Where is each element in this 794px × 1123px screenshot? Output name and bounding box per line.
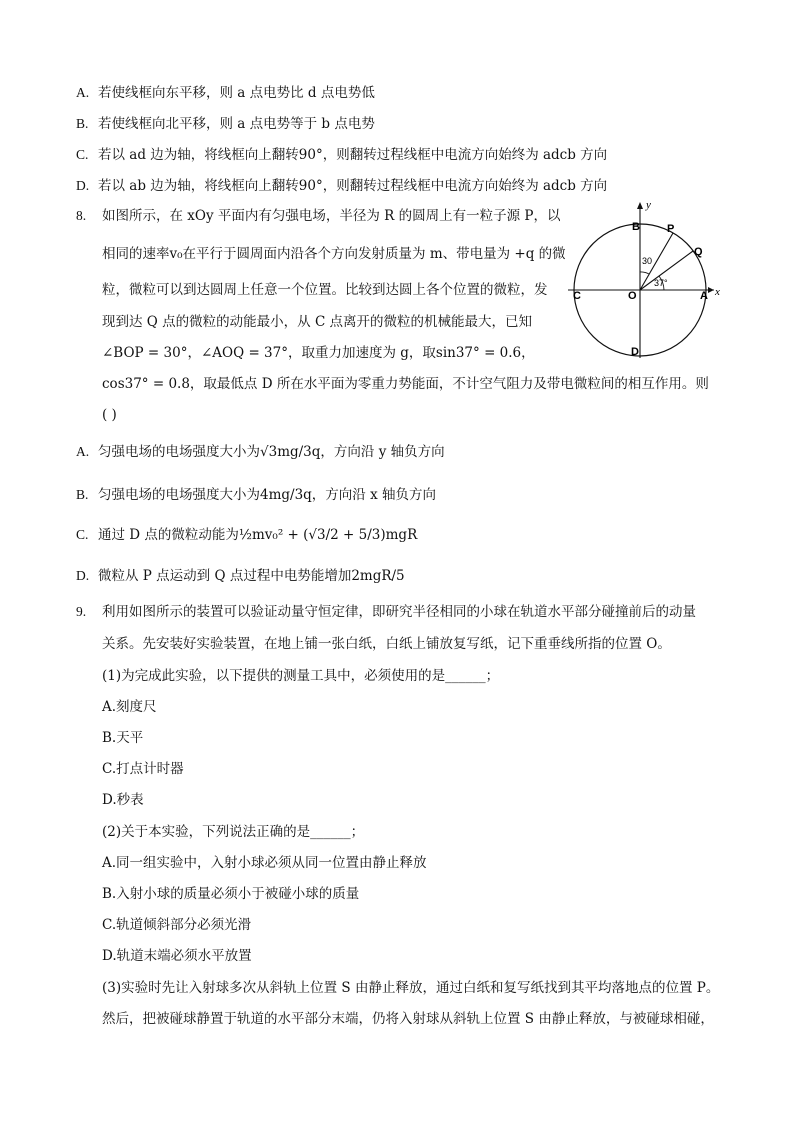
- q8-stem-line-6: cos37° = 0.8，取最低点 D 所在水平面为零重力势能面，不计空气阻力及带电微粒间的相互作用。则: [102, 376, 709, 392]
- q9-part-2-option-a[interactable]: A.同一组实验中，入射小球必须从同一位置由静止释放: [102, 855, 427, 871]
- q9-part-2: (2)关于本实验，下列说法正确的是______；: [102, 824, 365, 840]
- x-axis-arrow: [708, 287, 714, 293]
- option-label: C.: [76, 147, 89, 162]
- q8-stem-line-2: 相同的速率v₀在平行于圆周面内沿各个方向发射质量为 m、带电量为 +q 的微: [102, 246, 566, 262]
- option-label: D.: [76, 178, 90, 193]
- option-label: B.: [76, 116, 89, 131]
- option-text: 若以 ad 边为轴，将线框向上翻转90°，则翻转过程线框中电流方向始终为 adcb 方向: [98, 147, 608, 163]
- label-y: y: [646, 199, 651, 211]
- q9-part-1-option-d[interactable]: D.秒表: [102, 792, 144, 808]
- q8-option-b[interactable]: [76, 486, 436, 504]
- label-d: D: [631, 346, 639, 358]
- q8-option-d[interactable]: [76, 567, 405, 585]
- y-axis-arrow: [637, 202, 643, 209]
- q8-stem-line-1: [76, 207, 561, 225]
- q9-part-3-line-1: (3)实验时先让入射球多次从斜轨上位置 S 由静止释放，通过白纸和复写纸找到其平均落地点的位置 P。: [102, 980, 720, 996]
- label-angle-30: 30: [642, 256, 653, 266]
- q8-option-c[interactable]: [76, 526, 417, 544]
- q8-stem-line-3: 粒，微粒可以到达圆周上任意一个位置。比较到达圆上各个位置的微粒，发: [102, 282, 548, 298]
- q9-part-1-option-b[interactable]: B.天平: [102, 730, 144, 746]
- option-label: A.: [76, 85, 90, 100]
- q9-part-2-option-b[interactable]: B.入射小球的质量必须小于被碰小球的质量: [102, 886, 360, 902]
- label-b: B: [632, 221, 640, 233]
- option-text: 若以 ab 边为轴，将线框向上翻转90°，则翻转过程线框中电流方向始终为 adcb 方向: [98, 178, 608, 194]
- q7-option-d[interactable]: [76, 177, 607, 195]
- q9-part-1: (1)为完成此实验，以下提供的测量工具中，必须使用的是______；: [102, 668, 500, 684]
- option-label: D.: [76, 568, 90, 583]
- option-text: 微粒从 P 点运动到 Q 点过程中电势能增加2mgR/5: [98, 568, 405, 584]
- option-text: 匀强电场的电场强度大小为4mg/3q，方向沿 x 轴负方向: [98, 487, 437, 503]
- label-c: C: [573, 290, 581, 302]
- question-number: 8.: [76, 208, 87, 223]
- q9-part-1-option-c[interactable]: C.打点计时器: [102, 761, 184, 777]
- option-label: B.: [76, 487, 89, 502]
- option-text: 通过 D 点的微粒动能为½mv₀² + (√3/2 + 5/3)mgR: [98, 527, 418, 543]
- q9-part-3-line-2: 然后，把被碰球静置于轨道的水平部分末端，仍将入射球从斜轨上位置 S 由静止释放，与被碰球相碰，: [102, 1011, 714, 1027]
- q9-stem-line-2: 关系。先安装好实验装置，在地上铺一张白纸，白纸上铺放复写纸，记下重垂线所指的位置 O。: [102, 636, 671, 652]
- angle-30-arc: [640, 272, 649, 274]
- q8-stem-line-5: ∠BOP = 30°，∠AOQ = 37°，取重力加速度为 g，取sin37° = 0.6，: [102, 345, 535, 361]
- label-o: O: [628, 290, 637, 302]
- label-angle-37: 37°: [654, 278, 668, 288]
- q9-part-2-option-c[interactable]: C.轨道倾斜部分必须光滑: [102, 917, 252, 933]
- stem-text: 利用如图所示的装置可以验证动量守恒定律，即研究半径相同的小球在轨道水平部分碰撞前后的动量: [102, 604, 696, 620]
- label-q: Q: [694, 246, 703, 258]
- label-a: A: [700, 290, 708, 302]
- label-p: P: [667, 223, 675, 235]
- option-label: A.: [76, 444, 90, 459]
- q9-part-1-option-a[interactable]: A.刻度尺: [102, 699, 157, 715]
- option-text: 若使线框向东平移，则 a 点电势比 d 点电势低: [98, 85, 375, 101]
- q7-option-a[interactable]: [76, 84, 375, 102]
- q7-option-b[interactable]: [76, 115, 375, 133]
- option-text: 匀强电场的电场强度大小为√3mg/3q，方向沿 y 轴负方向: [98, 444, 445, 460]
- stem-text: 如图所示，在 xOy 平面内有匀强电场，半径为 R 的圆周上有一粒子源 P，以: [102, 208, 561, 224]
- question-number: 9.: [76, 604, 87, 619]
- option-label: C.: [76, 527, 89, 542]
- q8-answer-bracket: ( ): [102, 407, 117, 423]
- option-text: 若使线框向北平移，则 a 点电势等于 b 点电势: [98, 116, 375, 132]
- q9-stem-line-1: [76, 603, 696, 621]
- q8-stem-line-4: 现到达 Q 点的微粒的动能最小，从 C 点离开的微粒的机械能最大，已知: [102, 314, 533, 330]
- q7-option-c[interactable]: [76, 146, 607, 164]
- circle-field-diagram: [568, 198, 728, 358]
- q9-part-2-option-d[interactable]: D.轨道末端必须水平放置: [102, 948, 252, 964]
- label-x: x: [715, 286, 720, 298]
- q8-option-a[interactable]: [76, 443, 445, 461]
